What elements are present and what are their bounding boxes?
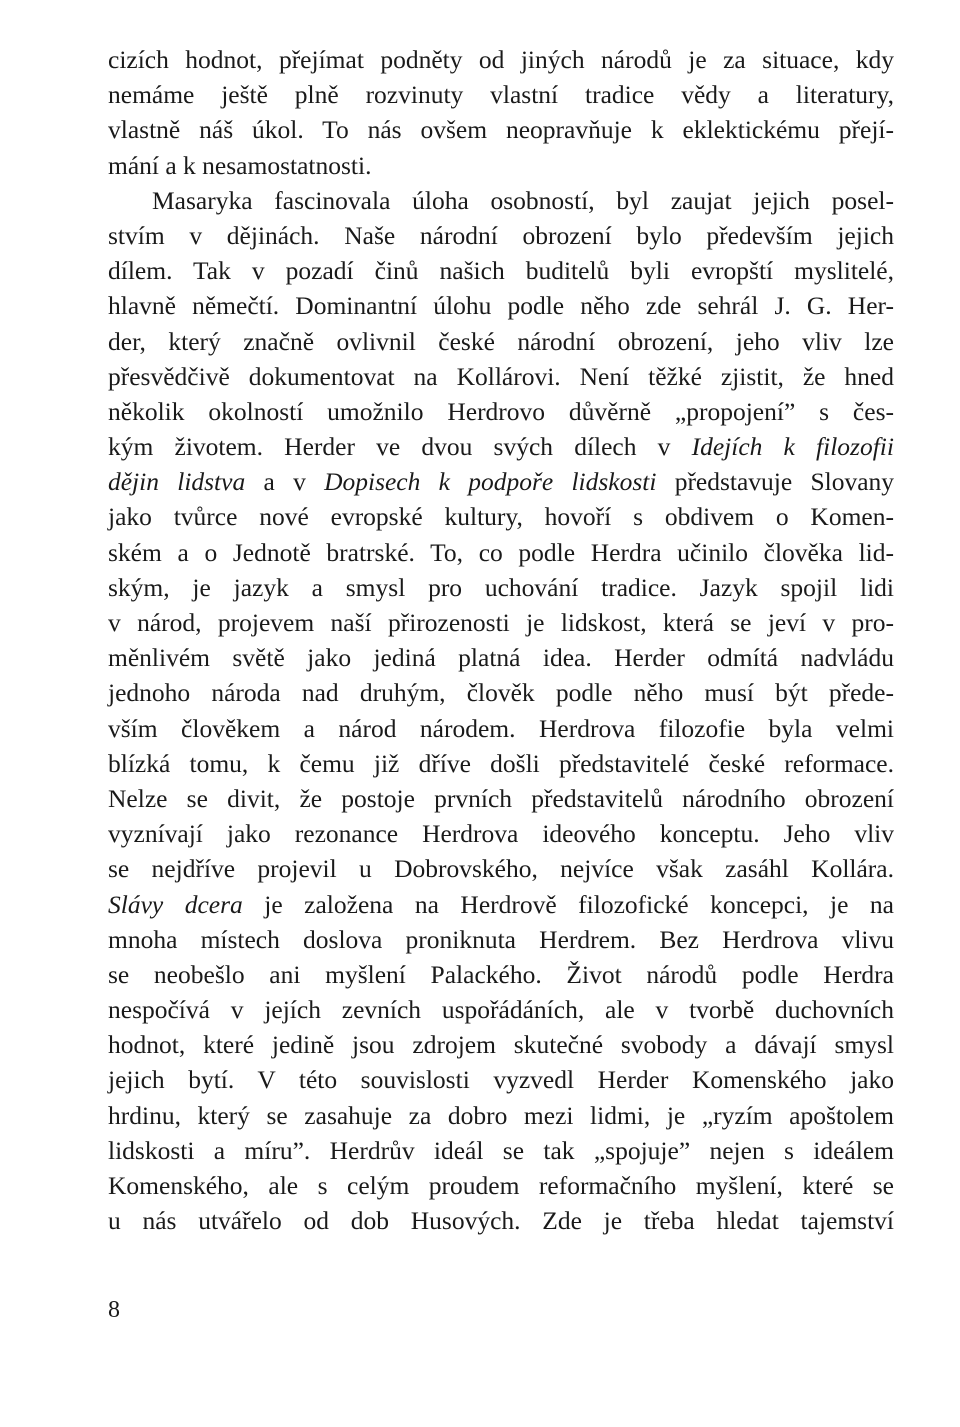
text-line bbox=[108, 640, 894, 675]
italic-title: dějin lidstva bbox=[108, 467, 246, 497]
text-line bbox=[108, 922, 894, 957]
text-line bbox=[108, 1133, 894, 1168]
text-line bbox=[108, 253, 894, 288]
text-line bbox=[108, 1027, 894, 1062]
text-segment: hlavně němečtí. Dominantní úlohu podle něho zde sehrál J. G. Her- bbox=[108, 291, 894, 321]
text-line bbox=[108, 957, 894, 992]
page-number: 8 bbox=[108, 1297, 120, 1323]
text-line bbox=[108, 570, 894, 605]
text-segment: jednoho národa nad druhým, člověk podle něho musí být přede- bbox=[108, 678, 894, 708]
text-segment: několik okolností umožnilo Herdrovo důvěrně „propojení” s čes- bbox=[108, 396, 894, 426]
text-line bbox=[108, 1062, 894, 1097]
text-line bbox=[108, 77, 894, 112]
text-segment: ském a o Jednotě bratrské. To, co podle Herdra učinilo člověka lid- bbox=[108, 537, 894, 567]
text-segment: cizích hodnot, přejímat podněty od jiných národů je za situace, kdy bbox=[108, 45, 894, 74]
text-segment: vším člověkem a národ národem. Herdrova filozofie byla velmi bbox=[108, 713, 894, 743]
text-segment: der, který značně ovlivnil české národní obrození, jeho vliv lze bbox=[108, 326, 894, 356]
text-segment: v národ, projevem naší přirozenosti je lidskost, která se jeví v pro- bbox=[108, 608, 894, 637]
text-segment: hodnot, které jedině jsou zdrojem skutečné svobody a dávají smysl bbox=[108, 1030, 894, 1060]
text-line bbox=[108, 1203, 894, 1238]
text-segment: hrdinu, který se zasahuje za dobro mezi lidmi, je „ryzím apoštolem bbox=[108, 1100, 894, 1130]
text-segment: u nás utvářelo od dob Husových. Zde je třeba hledat tajemství bbox=[108, 1206, 894, 1236]
text-segment: představuje Slovany bbox=[656, 467, 894, 497]
italic-title: Dopisech k podpoře lidskosti bbox=[324, 467, 657, 497]
text-segment: mnoha místech doslova proniknuta Herdrem. Bez Herdrova vlivu bbox=[108, 924, 894, 954]
text-line bbox=[108, 394, 894, 429]
text-line bbox=[108, 499, 894, 534]
text-line bbox=[108, 535, 894, 570]
text-line bbox=[108, 42, 894, 77]
text-segment: Nelze se divit, že postoje prvních představitelů národního obrození bbox=[108, 783, 894, 813]
text-line bbox=[108, 992, 894, 1027]
text-line bbox=[108, 359, 894, 394]
text-segment: se nejdříve projevil u Dobrovského, nejvíce však zasáhl Kollára. bbox=[108, 854, 894, 884]
text-segment: jejich bytí. V této souvislosti vyzvedl Herder Komenského jako bbox=[108, 1065, 894, 1095]
text-line bbox=[108, 851, 894, 886]
text-segment: mání a k nesamostatnosti. bbox=[108, 150, 372, 180]
text-line bbox=[108, 429, 894, 464]
text-line bbox=[108, 816, 894, 851]
text-segment: Komenského, ale s celým proudem reformačního myšlení, které se bbox=[108, 1171, 894, 1200]
text-segment: nespočívá v jejích zevních uspořádáních, ale v tvorbě duchovních bbox=[108, 995, 894, 1025]
text-line bbox=[108, 148, 894, 183]
text-line bbox=[108, 112, 894, 147]
italic-title: Idejích k filozofii bbox=[691, 432, 894, 462]
text-segment: je založena na Herdrově filozofické koncepci, je na bbox=[242, 889, 894, 919]
text-segment: lidskosti a míru”. Herdrův ideál se tak „spojuje” nejen s ideálem bbox=[108, 1135, 894, 1165]
text-segment: dílem. Tak v pozadí činů našich buditelů byli evropští myslitelé, bbox=[108, 256, 894, 286]
text-segment: ským, je jazyk a smysl pro uchování tradice. Jazyk spojil lidi bbox=[108, 572, 894, 602]
text-segment: vyznívají jako rezonance Herdrova ideového konceptu. Jeho vliv bbox=[108, 819, 894, 849]
text-segment: vlastně náš úkol. To nás ovšem neopravňuje k eklektickému přejí- bbox=[108, 115, 894, 145]
text-line bbox=[108, 218, 894, 253]
italic-title: Slávy dcera bbox=[108, 889, 243, 919]
text-line bbox=[108, 887, 894, 922]
text-segment: přesvědčivě dokumentovat na Kollárovi. Není těžké zjistit, že hned bbox=[108, 361, 894, 391]
text-line bbox=[108, 746, 894, 781]
text-segment: měnlivém světě jako jediná platná idea. Herder odmítá nadvládu bbox=[108, 643, 894, 673]
text-segment: jako tvůrce nové evropské kultury, hovoří s obdivem o Komen- bbox=[108, 502, 894, 532]
text-line bbox=[108, 711, 894, 746]
body-text bbox=[108, 42, 894, 1238]
text-segment: a v bbox=[245, 467, 325, 497]
text-line bbox=[108, 464, 894, 499]
text-segment: se neobešlo ani myšlení Palackého. Život národů podle Herdra bbox=[108, 959, 894, 989]
text-line bbox=[108, 324, 894, 359]
text-segment: nemáme ještě plně rozvinuty vlastní tradice vědy a literatury, bbox=[108, 80, 894, 110]
text-line bbox=[108, 781, 894, 816]
text-line bbox=[108, 1098, 894, 1133]
text-line bbox=[108, 605, 894, 640]
text-line bbox=[108, 675, 894, 710]
text-line bbox=[108, 288, 894, 323]
text-segment: blízká tomu, k čemu již dříve došli představitelé české reformace. bbox=[108, 748, 894, 778]
text-segment: Masaryka fascinovala úloha osobností, byl zaujat jejich posel- bbox=[152, 185, 894, 215]
text-line bbox=[108, 183, 894, 218]
text-line bbox=[108, 1168, 894, 1203]
text-segment: kým životem. Herder ve dvou svých dílech v bbox=[108, 432, 692, 462]
text-segment: stvím v dějinách. Naše národní obrození bylo především jejich bbox=[108, 220, 894, 250]
